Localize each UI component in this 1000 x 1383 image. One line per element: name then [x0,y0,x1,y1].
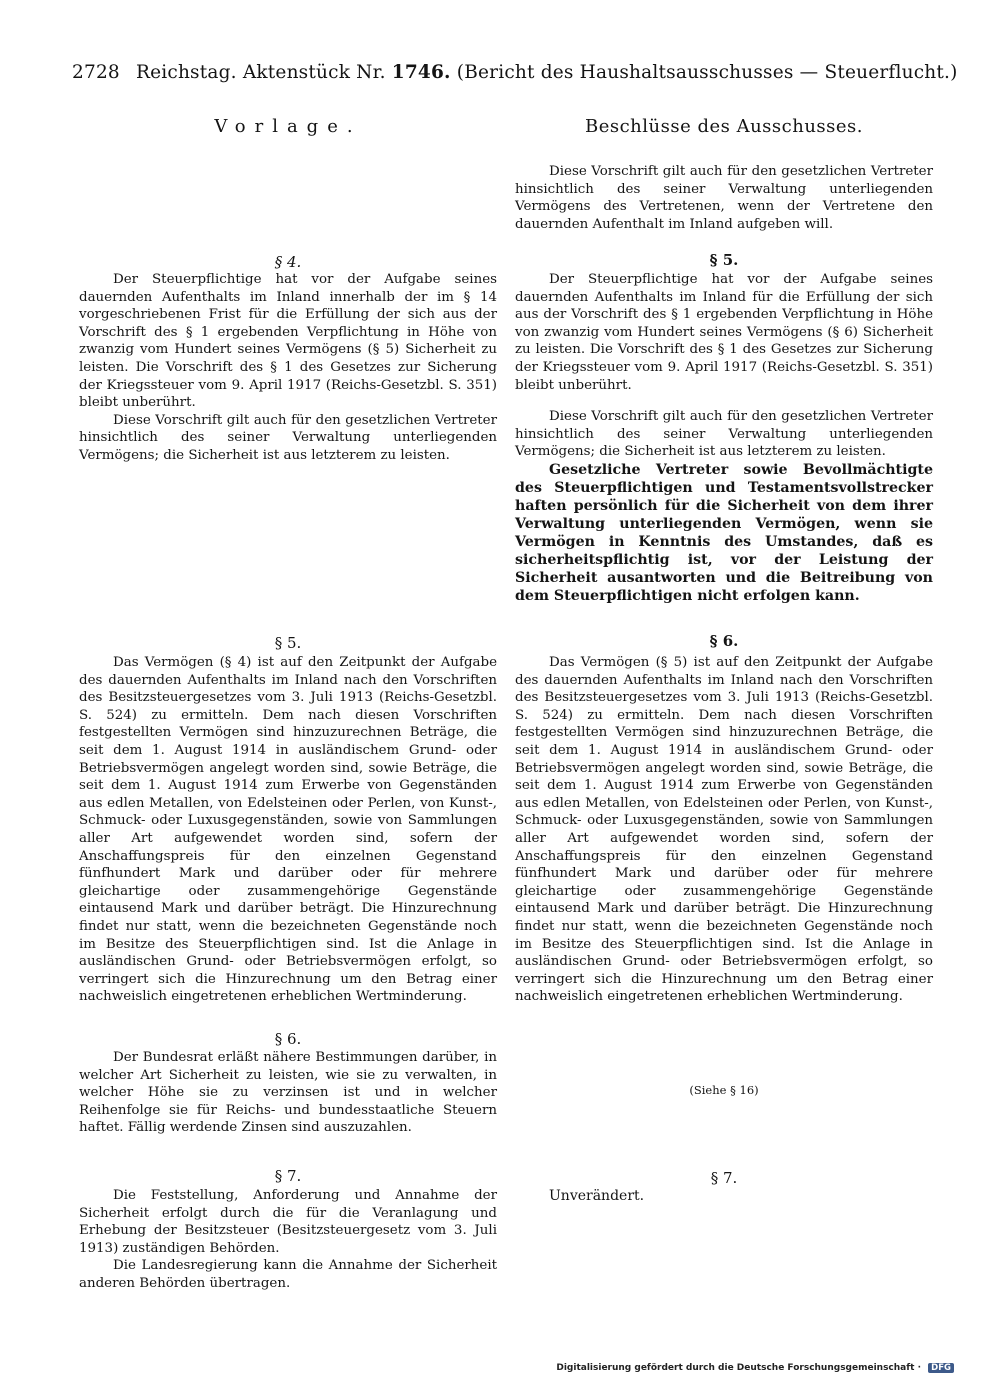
right-column-heading: Beschlüsse des Ausschusses. [584,116,864,137]
page-header [72,62,958,83]
dfg-logo: DFG [928,1363,954,1373]
left-s7-paragraph-2: Die Landesregierung kann die Annahme der Sicherheit anderen Behörden übertragen. [79,1258,497,1291]
left-section-5-body [79,654,497,1006]
left-section-7-title: § 7. [274,1167,302,1185]
left-s5-paragraph-1: Das Vermögen (§ 4) ist auf den Zeitpunkt der Aufgabe des dauernden Aufenthalts im Inland nach den Vorschriften des Besitzsteuergesetzes vom 3. Juli 1913 (Reichs-Gesetzbl. S. 524) zu ermitteln. Dem nach diesen Vorschriften festgestellten Vermögen sind hinzuzurechnen Beträge, die seit dem 1. August 1914 in ausländischem Grund- oder Betriebsvermögen angelegt worden sind, sowie Beträge, die seit dem 1. August 1914 zum Erwerbe von Gegenständen aus edlen Metallen, von Edelsteinen oder Perlen, von Kunst-, Schmuck- oder Luxusgegenständen, sowie von Sammlungen aller Art aufgewendet worden sind, sofern der Anschaffungspreis für den einzelnen Gegenstand fünfhundert Mark und darüber oder für mehrere gleichartige oder zusammengehörige Gegenstände eintausend Mark und darüber beträgt. Die Hinzurechnung findet nur statt, wenn die bezeichneten Gegenstände noch im Besitze des Steuerpflichtigen sind. Ist die Anlage in ausländischen Grund- oder Betriebsvermögen erfolgt, so verringert sich die Hinzurechnung um den Betrag einer nachweislich eingetretenen erheblichen Wertminderung. [79,655,497,1005]
left-s4-paragraph-1: Der Steuerpflichtige hat vor der Aufgabe seines dauernden Aufenthalts im Inland innerhalb der im § 14 vorgeschriebenen Frist für die Erfüllung der sich aus der Vorschrift des § 1 ergebenden Verpflichtung in Höhe von zwanzig vom Hundert seines Vermögens (§ 5) Sicherheit zu leisten. Die Vorschrift des § 1 des Gesetzes zur Sicherung der Kriegssteuer vom 9. April 1917 (Reichs-Gesetzbl. S. 351) bleibt unberührt. [79,272,497,411]
right-see-note: (Siehe § 16) [689,1083,759,1097]
left-s6-paragraph-1: Der Bundesrat erläßt nähere Bestimmungen darüber, in welcher Art Sicherheit zu leisten, wie sie zu verwalten, in welcher Höhe sie zu verzinsen ist und in welcher Reihenfolge sie für Reichs- und bundesstaatliche Steuern haftet. Fällig werdende Zinsen sind auszuzahlen. [79,1050,497,1136]
footer-credit [556,1363,954,1373]
left-s4-paragraph-2: Diese Vorschrift gilt auch für den gesetzlichen Vertreter hinsichtlich des seiner Verwaltung unterliegenden Vermögens; die Sicherheit ist aus letzterem zu leisten. [79,412,497,463]
page-number: 2728 [72,62,120,83]
right-s5-paragraph-2: Diese Vorschrift gilt auch für den gesetzlichen Vertreter hinsichtlich des seiner Verwaltung unterliegenden Vermögens; die Sicherheit ist aus letzterem zu leisten. [515,409,933,460]
right-s7-unchanged: Unverändert. [549,1188,645,1204]
header-title: (Bericht des Haushaltsausschusses — Steuerflucht.) [456,62,958,83]
document-number: 1746. [391,62,451,83]
left-section-6-body [79,1049,497,1137]
right-section-6-title: § 6. [709,632,739,650]
left-section-4-title: § 4. [274,253,302,271]
footer-text: Digitalisierung gefördert durch die Deutsche Forschungsgemeinschaft · [556,1363,922,1373]
left-s7-paragraph-1: Die Feststellung, Anforderung und Annahme der Sicherheit erfolgt durch die für die Veranlagung und Erhebung der Besitzsteuer (Besitzsteuergesetz vom 3. Juli 1913) zuständigen Behörden. [79,1188,497,1256]
left-column-heading: Vorlage. [214,116,362,137]
right-s5-paragraph-1: Der Steuerpflichtige hat vor der Aufgabe seines dauernden Aufenthalts im Inland für die Erfüllung der sich aus der Vorschrift des § 1 ergebenden Verpflichtung in Höhe von zwanzig vom Hundert seines Vermögens (§ 6) Sicherheit zu leisten. Die Vorschrift des § 1 des Gesetzes zur Sicherung der Kriegssteuer vom 9. April 1917 (Reichs-Gesetzbl. S. 351) bleibt unberührt. [515,272,933,393]
left-section-7-body [79,1187,497,1293]
left-section-4-body [79,271,497,465]
right-section-5-title: § 5. [709,251,739,269]
right-intro-paragraph: Diese Vorschrift gilt auch für den gesetzlichen Vertreter hinsichtlich des seiner Verwaltung unterliegenden Vermögens des Vertretenen, wenn der Vertretene den dauernden Aufenthalt im Inland aufgeben will. [515,164,933,232]
right-section-7-title: § 7. [710,1169,738,1187]
left-section-6-title: § 6. [274,1030,302,1048]
header-prefix: Reichstag. Aktenstück Nr. [135,62,386,83]
right-section-6-body [515,654,933,1006]
left-section-5-title: § 5. [274,634,302,652]
right-intro-body [515,163,933,233]
right-section-5-body [515,271,933,605]
right-s6-paragraph-1: Das Vermögen (§ 5) ist auf den Zeitpunkt der Aufgabe des dauernden Aufenthalts im Inland nach den Vorschriften des Besitzsteuergesetzes vom 3. Juli 1913 (Reichs-Gesetzbl. S. 524) zu ermitteln. Dem nach diesen Vorschriften festgestellten Vermögen sind hinzuzurechnen Beträge, die seit dem 1. August 1914 in ausländischem Grund- oder Betriebsvermögen angelegt worden sind, sowie Beträge, die seit dem 1. August 1914 zum Erwerbe von Gegenständen aus edlen Metallen, von Edelsteinen oder Perlen, von Kunst-, Schmuck- oder Luxusgegenständen, sowie von Sammlungen aller Art aufgewendet worden sind, sofern der Anschaffungspreis für den einzelnen Gegenstand fünfhundert Mark und darüber oder für mehrere gleichartige oder zusammengehörige Gegenstände eintausend Mark und darüber beträgt. Die Hinzurechnung findet nur statt, wenn die bezeichneten Gegenstände noch im Besitze des Steuerpflichtigen sind. Ist die Anlage in ausländischen Grund- oder Betriebsvermögen erfolgt, so verringert sich die Hinzurechnung um den Betrag einer nachweislich eingetretenen erheblichen Wertminderung. [515,655,933,1005]
right-s5-paragraph-3: Gesetzliche Vertreter sowie Bevollmächtigte des Steuerpflichtigen und Testamentsvollstrecker haften persönlich für die Sicherheit von dem ihrer Verwaltung unterliegenden Vermögen, wenn sie Vermögen in Kenntnis des Umstandes, daß es sicherheitspflichtig ist, vor der Leistung der Sicherheit ausantworten und die Beitreibung von dem Steuerpflichtigen nicht erfolgen kann. [515,461,933,604]
